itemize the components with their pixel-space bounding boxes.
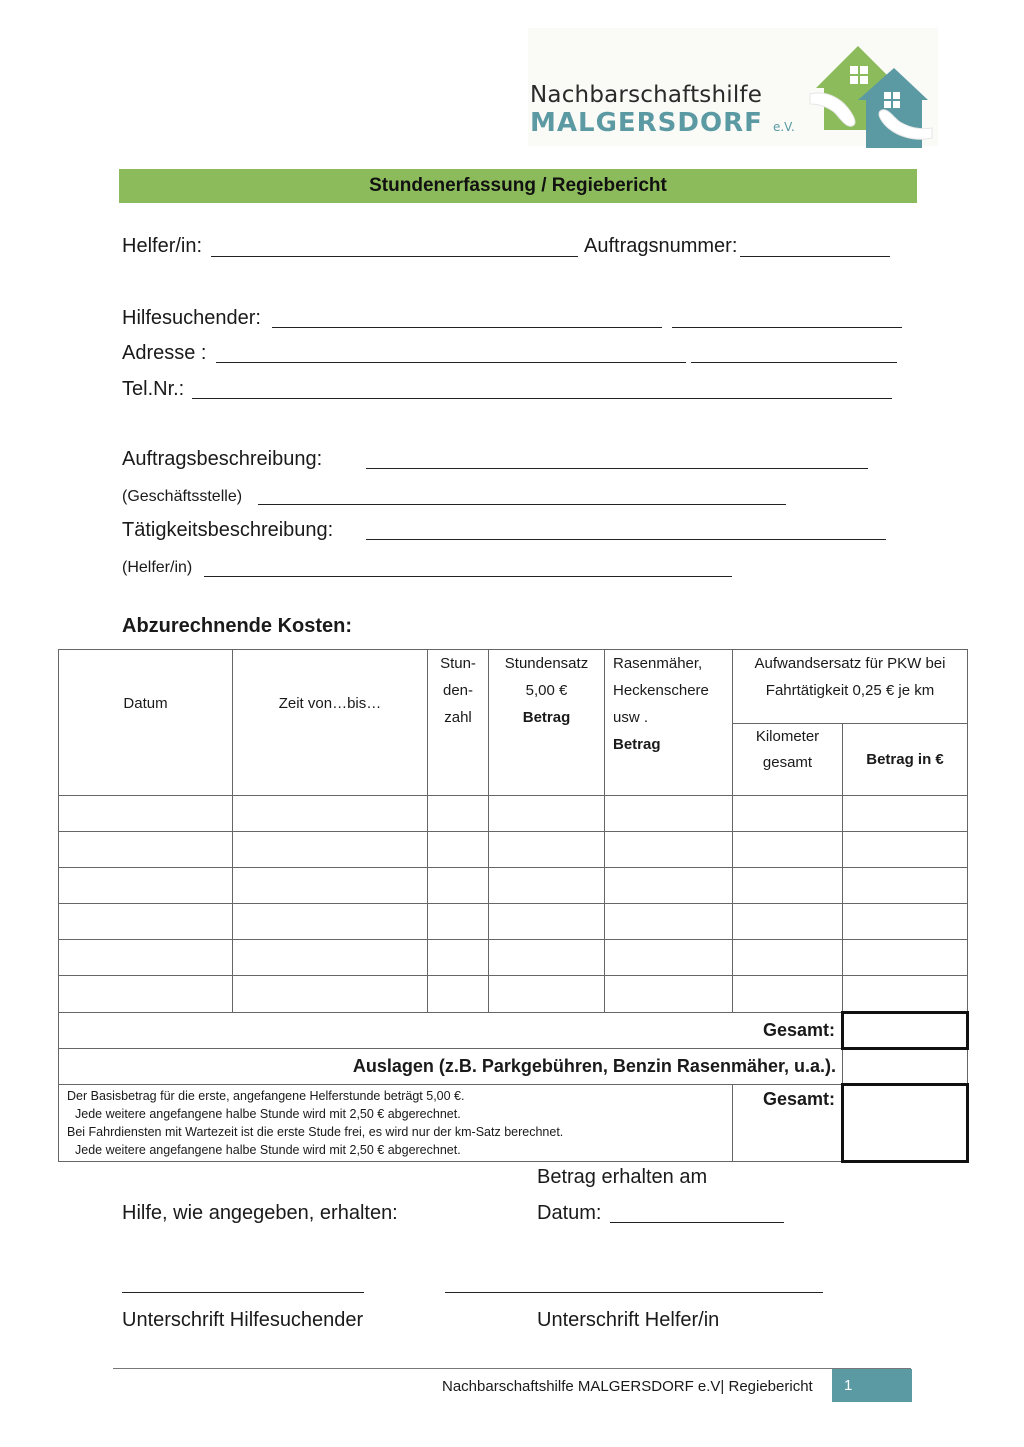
note-4: Jede weitere angefangene halbe Stunde wird mit 2,50 € abgerechnet. xyxy=(75,1143,461,1157)
cell[interactable] xyxy=(233,868,428,904)
cell[interactable] xyxy=(489,796,605,832)
helper-label: Helfer/in: xyxy=(122,235,203,257)
cell[interactable] xyxy=(605,976,733,1013)
table-row xyxy=(59,796,968,832)
cell[interactable] xyxy=(428,796,489,832)
order-number-label: Auftragsnummer: xyxy=(584,235,738,257)
cell[interactable] xyxy=(605,904,733,940)
cell[interactable] xyxy=(605,796,733,832)
note-1: Der Basisbetrag für die erste, angefangene Helferstunde beträgt 5,00 €. xyxy=(67,1089,465,1103)
phone-label: Tel.Nr.: xyxy=(122,378,185,400)
costs-heading: Abzurechnende Kosten: xyxy=(122,615,353,637)
cell[interactable] xyxy=(233,796,428,832)
cell[interactable] xyxy=(59,868,233,904)
activity-description-field[interactable] xyxy=(366,539,886,540)
cell[interactable] xyxy=(843,868,968,904)
header-km-total: Kilometer gesamt xyxy=(733,724,843,796)
expenses-label: Auslagen (z.B. Parkgebühren, Benzin Rasenmäher, u.a.). xyxy=(59,1049,843,1085)
footer-text: Nachbarschaftshilfe MALGERSDORF e.V| Regiebericht xyxy=(442,1378,813,1395)
header-date: Datum xyxy=(59,650,233,796)
receipt-date-label: Datum: xyxy=(537,1202,602,1224)
cell[interactable] xyxy=(59,904,233,940)
total-field[interactable] xyxy=(843,1013,968,1049)
cell[interactable] xyxy=(428,868,489,904)
cell[interactable] xyxy=(733,868,843,904)
cell[interactable] xyxy=(59,940,233,976)
office-note-label: (Geschäftsstelle) xyxy=(122,488,243,505)
receipt-date-field[interactable] xyxy=(610,1222,784,1223)
logo-name: Nachbarschaftshilfe xyxy=(530,82,763,108)
signature-seeker-label: Unterschrift Hilfesuchender xyxy=(122,1309,364,1331)
total-label: Gesamt: xyxy=(59,1013,843,1049)
address-extra-field[interactable] xyxy=(691,362,897,363)
footer-divider xyxy=(113,1368,911,1369)
activity-description-label: Tätigkeitsbeschreibung: xyxy=(122,519,334,541)
seeker-label: Hilfesuchender: xyxy=(122,307,261,329)
cell[interactable] xyxy=(59,832,233,868)
cell[interactable] xyxy=(489,940,605,976)
cell[interactable] xyxy=(233,940,428,976)
seeker-name-field[interactable] xyxy=(272,327,662,328)
cell[interactable] xyxy=(59,976,233,1013)
office-note-field[interactable] xyxy=(258,504,786,505)
house-hands-icon xyxy=(796,38,936,148)
cell[interactable] xyxy=(733,832,843,868)
order-number-field[interactable] xyxy=(740,256,890,257)
table-row xyxy=(59,904,968,940)
helper-note-field[interactable] xyxy=(204,576,732,577)
table-row xyxy=(59,940,968,976)
cell[interactable] xyxy=(843,796,968,832)
signature-helper-label: Unterschrift Helfer/in xyxy=(537,1309,720,1331)
order-description-field[interactable] xyxy=(366,468,868,469)
cell[interactable] xyxy=(428,904,489,940)
expenses-field[interactable] xyxy=(843,1049,968,1085)
header-rate: Stundensatz 5,00 € Betrag xyxy=(489,650,605,796)
cell[interactable] xyxy=(428,832,489,868)
cell[interactable] xyxy=(605,940,733,976)
cell[interactable] xyxy=(233,904,428,940)
cell[interactable] xyxy=(843,940,968,976)
grand-total-field[interactable] xyxy=(843,1085,968,1162)
cell[interactable] xyxy=(489,904,605,940)
logo xyxy=(528,28,938,146)
cell[interactable] xyxy=(233,976,428,1013)
table-row xyxy=(59,832,968,868)
address-field[interactable] xyxy=(216,362,686,363)
signature-helper-line[interactable] xyxy=(445,1292,823,1293)
cell[interactable] xyxy=(605,832,733,868)
cell[interactable] xyxy=(59,796,233,832)
table-row xyxy=(59,868,968,904)
notes-cell xyxy=(59,1085,733,1162)
cell[interactable] xyxy=(733,796,843,832)
phone-field[interactable] xyxy=(192,398,892,399)
helper-note-label: (Helfer/in) xyxy=(122,559,193,576)
cell[interactable] xyxy=(428,940,489,976)
table-row xyxy=(59,976,968,1013)
cell[interactable] xyxy=(843,904,968,940)
cell[interactable] xyxy=(843,832,968,868)
cell[interactable] xyxy=(733,976,843,1013)
cell[interactable] xyxy=(489,832,605,868)
cell[interactable] xyxy=(428,976,489,1013)
header-mower: Rasenmäher, Heckenschere usw . Betrag xyxy=(605,650,733,796)
cell[interactable] xyxy=(843,976,968,1013)
logo-place: MALGERSDORF e.V. xyxy=(530,108,795,138)
cell[interactable] xyxy=(489,976,605,1013)
order-description-label: Auftragsbeschreibung: xyxy=(122,448,323,470)
address-label: Adresse : xyxy=(122,342,207,364)
logo-suffix: e.V. xyxy=(772,120,795,134)
helper-field[interactable] xyxy=(211,256,578,257)
received-amount-label: Betrag erhalten am xyxy=(537,1166,708,1188)
header-time: Zeit von…bis… xyxy=(233,650,428,796)
header-car-amount: Betrag in € xyxy=(843,724,968,796)
costs-table xyxy=(58,649,969,1163)
header-car-expense: Aufwandsersatz für PKW bei Fahrtätigkeit 0,25 € je km xyxy=(733,650,968,724)
cell[interactable] xyxy=(605,868,733,904)
seeker-extra-field[interactable] xyxy=(672,327,902,328)
cell[interactable] xyxy=(489,868,605,904)
header-hours: Stun- den- zahl xyxy=(428,650,489,796)
signature-seeker-line[interactable] xyxy=(122,1292,364,1293)
form-title-banner: Stundenerfassung / Regiebericht xyxy=(119,169,917,203)
cell[interactable] xyxy=(733,904,843,940)
cell[interactable] xyxy=(233,832,428,868)
note-2: Jede weitere angefangene halbe Stunde wird mit 2,50 € abgerechnet. xyxy=(75,1107,461,1121)
cell[interactable] xyxy=(733,940,843,976)
page-number: 1 xyxy=(832,1369,912,1402)
grand-total-label: Gesamt: xyxy=(733,1085,843,1162)
note-3: Bei Fahrdiensten mit Wartezeit ist die erste Stude frei, es wird nur der km-Satz berechnet. xyxy=(67,1125,564,1139)
help-received-label: Hilfe, wie angegeben, erhalten: xyxy=(122,1202,398,1224)
